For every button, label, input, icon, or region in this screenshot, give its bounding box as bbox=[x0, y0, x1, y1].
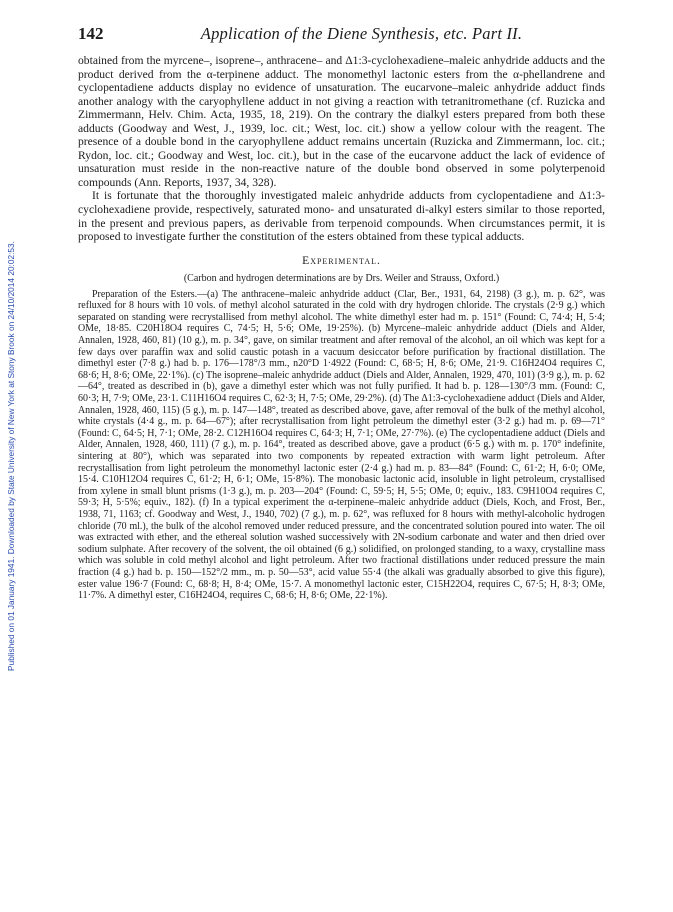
running-header bbox=[78, 24, 605, 54]
page-number: 142 bbox=[78, 24, 104, 43]
discussion-paragraph-2: It is fortunate that the thoroughly investigated maleic anhydride adducts from cyclopentadiene and Δ1:3-cyclohexadiene provide, respectively, saturated mono- and unsaturated di-alkyl esters similar to those reported, in the present and previous papers, as derivable from terpenoid compounds. When circumstances permit, it is proposed to investigate further the constitution of the esters obtained from these typical adducts. bbox=[78, 189, 605, 244]
download-watermark bbox=[6, 0, 16, 912]
discussion-paragraph-1: obtained from the myrcene–, isoprene–, anthracene– and Δ1:3-cyclohexadiene–maleic anhydride adducts and the product derived from the α-terpinene adduct. The monomethyl lactonic esters from the α-phellandrene and cyclopentadiene adducts display no evidence of unsaturation. The eucarvone–maleic anhydride adduct finds another analogy with the caryophyllene adduct in not giving a reaction with tetranitromethane (cf. Ruzicka and Zimmermann, Helv. Chim. Acta, 1935, 18, 219). On the contrary the dialkyl esters prepared from both these adducts (Goodway and West, J., 1939, loc. cit.; West, loc. cit.) show a yellow colour with the reagent. The presence of a double bond in the caryophyllene adduct remains uncertain (Ruzicka and Zimmermann, loc. cit.; Rydon, loc. cit.; Goodway and West, loc. cit.), but in the case of the eucarvone adduct the lack of evidence of unsaturation must reside in the non-reactive nature of the double bond observed in some polyterpenoid compounds (Ann. Reports, 1937, 34, 328). bbox=[78, 54, 605, 189]
running-title: Application of the Diene Synthesis, etc. Part II. bbox=[200, 24, 523, 43]
download-notice: Published on 01 January 1941. Downloaded by State University of New York at Stony Brook on 24/10/2014 20:02:53. bbox=[6, 241, 16, 671]
section-heading: Experimental. bbox=[302, 253, 381, 267]
analysis-acknowledgement: (Carbon and hydrogen determinations are by Drs. Weiler and Strauss, Oxford.) bbox=[183, 272, 500, 284]
journal-page bbox=[78, 24, 605, 602]
experimental-paragraph: Preparation of the Esters.—(a) The anthracene–maleic anhydride adduct (Clar, Ber., 1931, 64, 2198) (3 g.), m. p. 62°, was refluxed for 8 hours with 10 vols. of methyl alcohol saturated in the cold with dry hydrogen chloride. The crystals (2·9 g.) which separated on standing were recrystallised from methyl alcohol. The white dimethyl ester had m. p. 151° (Found: C, 74·4; H, 5·4; OMe, 18·85. C20H18O4 requires C, 74·5; H, 5·6; OMe, 19·25%). (b) Myrcene–maleic anhydride adduct (Diels and Alder, Annalen, 1928, 460, 81) (10 g.), m. p. 34°, gave, on similar treatment and after removal of the alcohol, an oil which was kept for a few days over paraffin wax and solid caustic potash in a vacuum desiccator before purification by fractional distillation. The dimethyl ester (7·8 g.) had b. p. 176—178°/3 mm., n20°D 1·4922 (Found: C, 68·5; H, 8·6; OMe, 21·9. C16H24O4 requires C, 68·6; H, 8·6; OMe, 22·1%). (c) The isoprene–maleic anhydride adduct (Diels and Alder, Annalen, 1929, 470, 101) (3·9 g.), m. p. 62—64°, treated as described in (b), gave a dimethyl ester which was not fully purified. It had b. p. 128—130°/3 mm. (Found: C, 60·3; H, 7·9; OMe, 23·1. C11H16O4 requires C, 62·3; H, 7·5; OMe, 29·2%). (d) The Δ1:3-cyclohexadiene adduct (Diels and Alder, Annalen, 1928, 460, 115) (5 g.), m. p. 147—148°, treated as described above, gave, after removal of the bulk of the methyl alcohol, white crystals (4·4 g., m. p. 64—67°); after recrystallisation from light petroleum the dimethyl ester (3·2 g.) had m. p. 69—71° (Found: C, 64·5; H, 7·1; OMe, 28·2. C12H16O4 requires C, 64·3; H, 7·1; OMe, 27·7%). (e) The cyclopentadiene adduct (Diels and Alder, Annalen, 1928, 460, 111) (7 g.), m. p. 164°, treated as described above, gave a product (6·5 g.) with m. p. 170° indefinite, sintering at 80°), which was separated into two components by repeated extraction with warm light petroleum. After recrystallisation from light petroleum the monomethyl lactonic ester (2·4 g.) had m. p. 83—84° (Found: C, 61·2; H, 6·0; OMe, 15·4. C10H12O4 requires C, 61·2; H, 6·1; OMe, 15·8%). The monobasic lactonic acid, insoluble in light petroleum, crystallised from xylene in small blunt prisms (1·3 g.), m. p. 203—204° (Found: C, 59·5; H, 5·5; OMe, 0; equiv., 183. C9H10O4 requires C, 59·3; H, 5·5%; equiv., 182). (f) In a typical experiment the α-terpinene–maleic anhydride adduct (Diels, Koch, and Frost, Ber., 1938, 71, 1163; cf. Goodway and West, J., 1940, 702) (7 g.), m. p. 62°, was refluxed for 8 hours with methyl-alcoholic hydrogen chloride (70 ml.), the bulk of the alcohol removed under reduced pressure, and the concentrated solution poured into water. The oil was extracted with ether, and the ethereal solution washed successively with 2N-sodium carbonate and water and then dried over sodium sulphate. After recovery of the solvent, the oil obtained (6 g.) solidified, on prolonged standing, to a waxy, crystalline mass which was soluble in cold methyl alcohol and light petroleum. After two fractional distillations under reduced pressure the main fraction (4 g.) had b. p. 150—152°/2 mm., m. p. 50—53°, acid value 55·4 (the alkali was gradually absorbed to give this figure), ester value 196·7 (Found: C, 68·8; H, 8·4; OMe, 15·7. A monomethyl lactonic ester, C15H22O4, requires C, 67·5; H, 8·3; OMe, 11·7%. A dimethyl ester, C16H24O4, requires C, 68·6; H, 8·6; OMe, 22·1%). bbox=[78, 288, 605, 602]
